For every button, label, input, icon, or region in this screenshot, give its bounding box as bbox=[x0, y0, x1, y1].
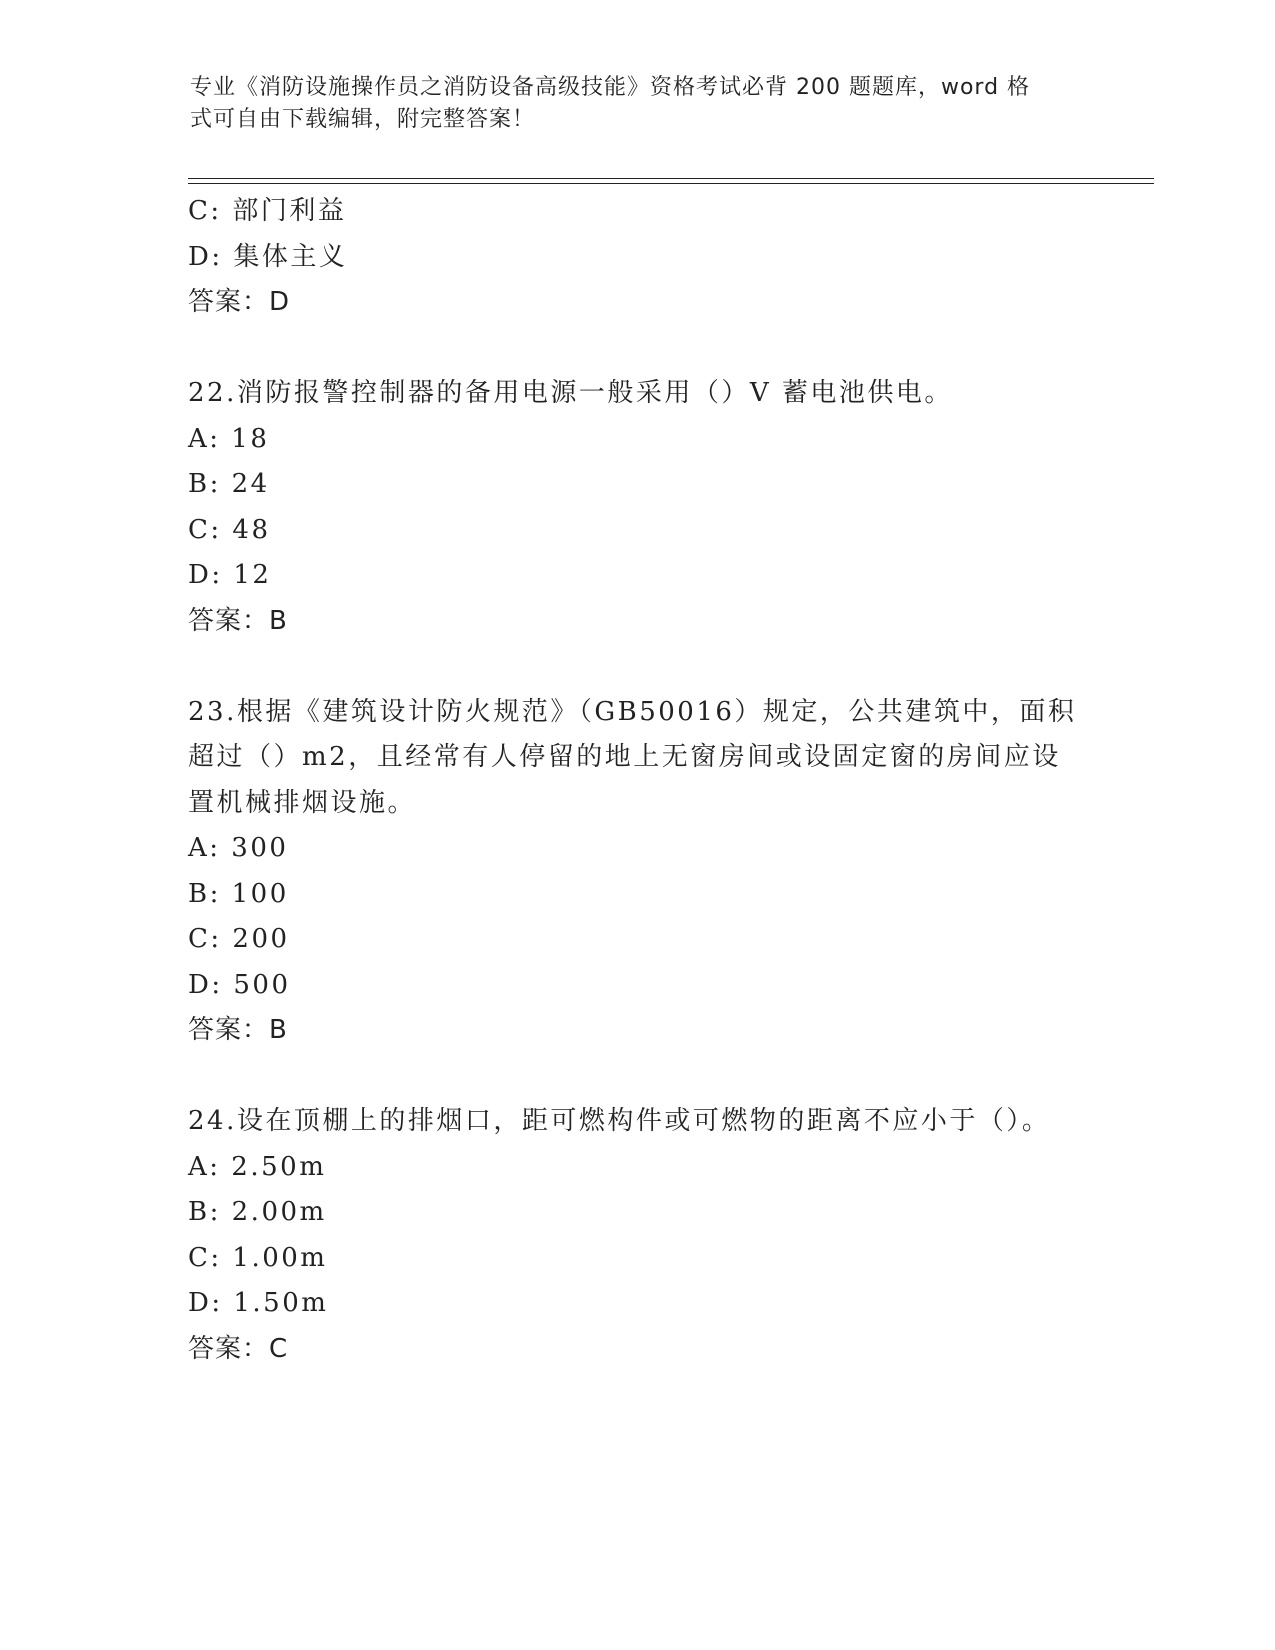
spacer bbox=[188, 644, 1088, 690]
question-list bbox=[188, 189, 1088, 1372]
question-stem: 24.设在顶棚上的排烟口，距可燃构件或可燃物的距离不应小于（）。 bbox=[188, 1106, 1051, 1136]
header-line-2: 式可自由下载编辑，附完整答案！ bbox=[190, 107, 536, 132]
answer: 答案：B bbox=[188, 1015, 288, 1045]
option-b: B: 100 bbox=[188, 878, 289, 909]
option-c: C: 200 bbox=[188, 924, 290, 954]
question-stem-line-2: 超过（）m2，且经常有人停留的地上无窗房间或设固定窗的房间应设 bbox=[188, 742, 1061, 772]
answer: 答案：C bbox=[188, 1333, 289, 1364]
option-c: C: 1.00m bbox=[188, 1242, 328, 1273]
option-a: A: 2.50m bbox=[188, 1151, 327, 1182]
question-stem-line-1: 23.根据《建筑设计防火规范》（GB50016）规定，公共建筑中，面积 bbox=[188, 696, 1077, 727]
spacer bbox=[188, 326, 1088, 372]
option-c: C: 48 bbox=[188, 514, 271, 545]
question-23 bbox=[188, 690, 1088, 1054]
option-d: D: 12 bbox=[188, 560, 272, 590]
question-stem-line-3: 置机械排烟设施。 bbox=[188, 787, 417, 818]
answer: 答案：B bbox=[188, 605, 288, 636]
question-21 bbox=[188, 189, 1088, 326]
option-a: A: 300 bbox=[188, 833, 289, 863]
option-d: D: 1.50m bbox=[188, 1288, 329, 1318]
option-c: C: 部门利益 bbox=[188, 196, 347, 226]
document-header bbox=[190, 72, 1070, 136]
answer: 答案：D bbox=[188, 287, 291, 317]
spacer bbox=[188, 1054, 1088, 1100]
option-d: D: 500 bbox=[188, 969, 291, 1000]
option-b: B: 24 bbox=[188, 469, 270, 499]
question-22 bbox=[188, 371, 1088, 644]
question-24 bbox=[188, 1099, 1088, 1372]
header-divider-top bbox=[188, 178, 1154, 179]
option-b: B: 2.00m bbox=[188, 1197, 327, 1227]
header-line-1: 专业《消防设施操作员之消防设备高级技能》资格考试必背 200 题题库，word 格 bbox=[190, 75, 1031, 100]
question-stem: 22.消防报警控制器的备用电源一般采用（）V 蓄电池供电。 bbox=[188, 378, 953, 408]
option-d: D: 集体主义 bbox=[188, 241, 348, 272]
option-a: A: 18 bbox=[188, 423, 270, 454]
header-divider-bottom bbox=[188, 183, 1154, 184]
